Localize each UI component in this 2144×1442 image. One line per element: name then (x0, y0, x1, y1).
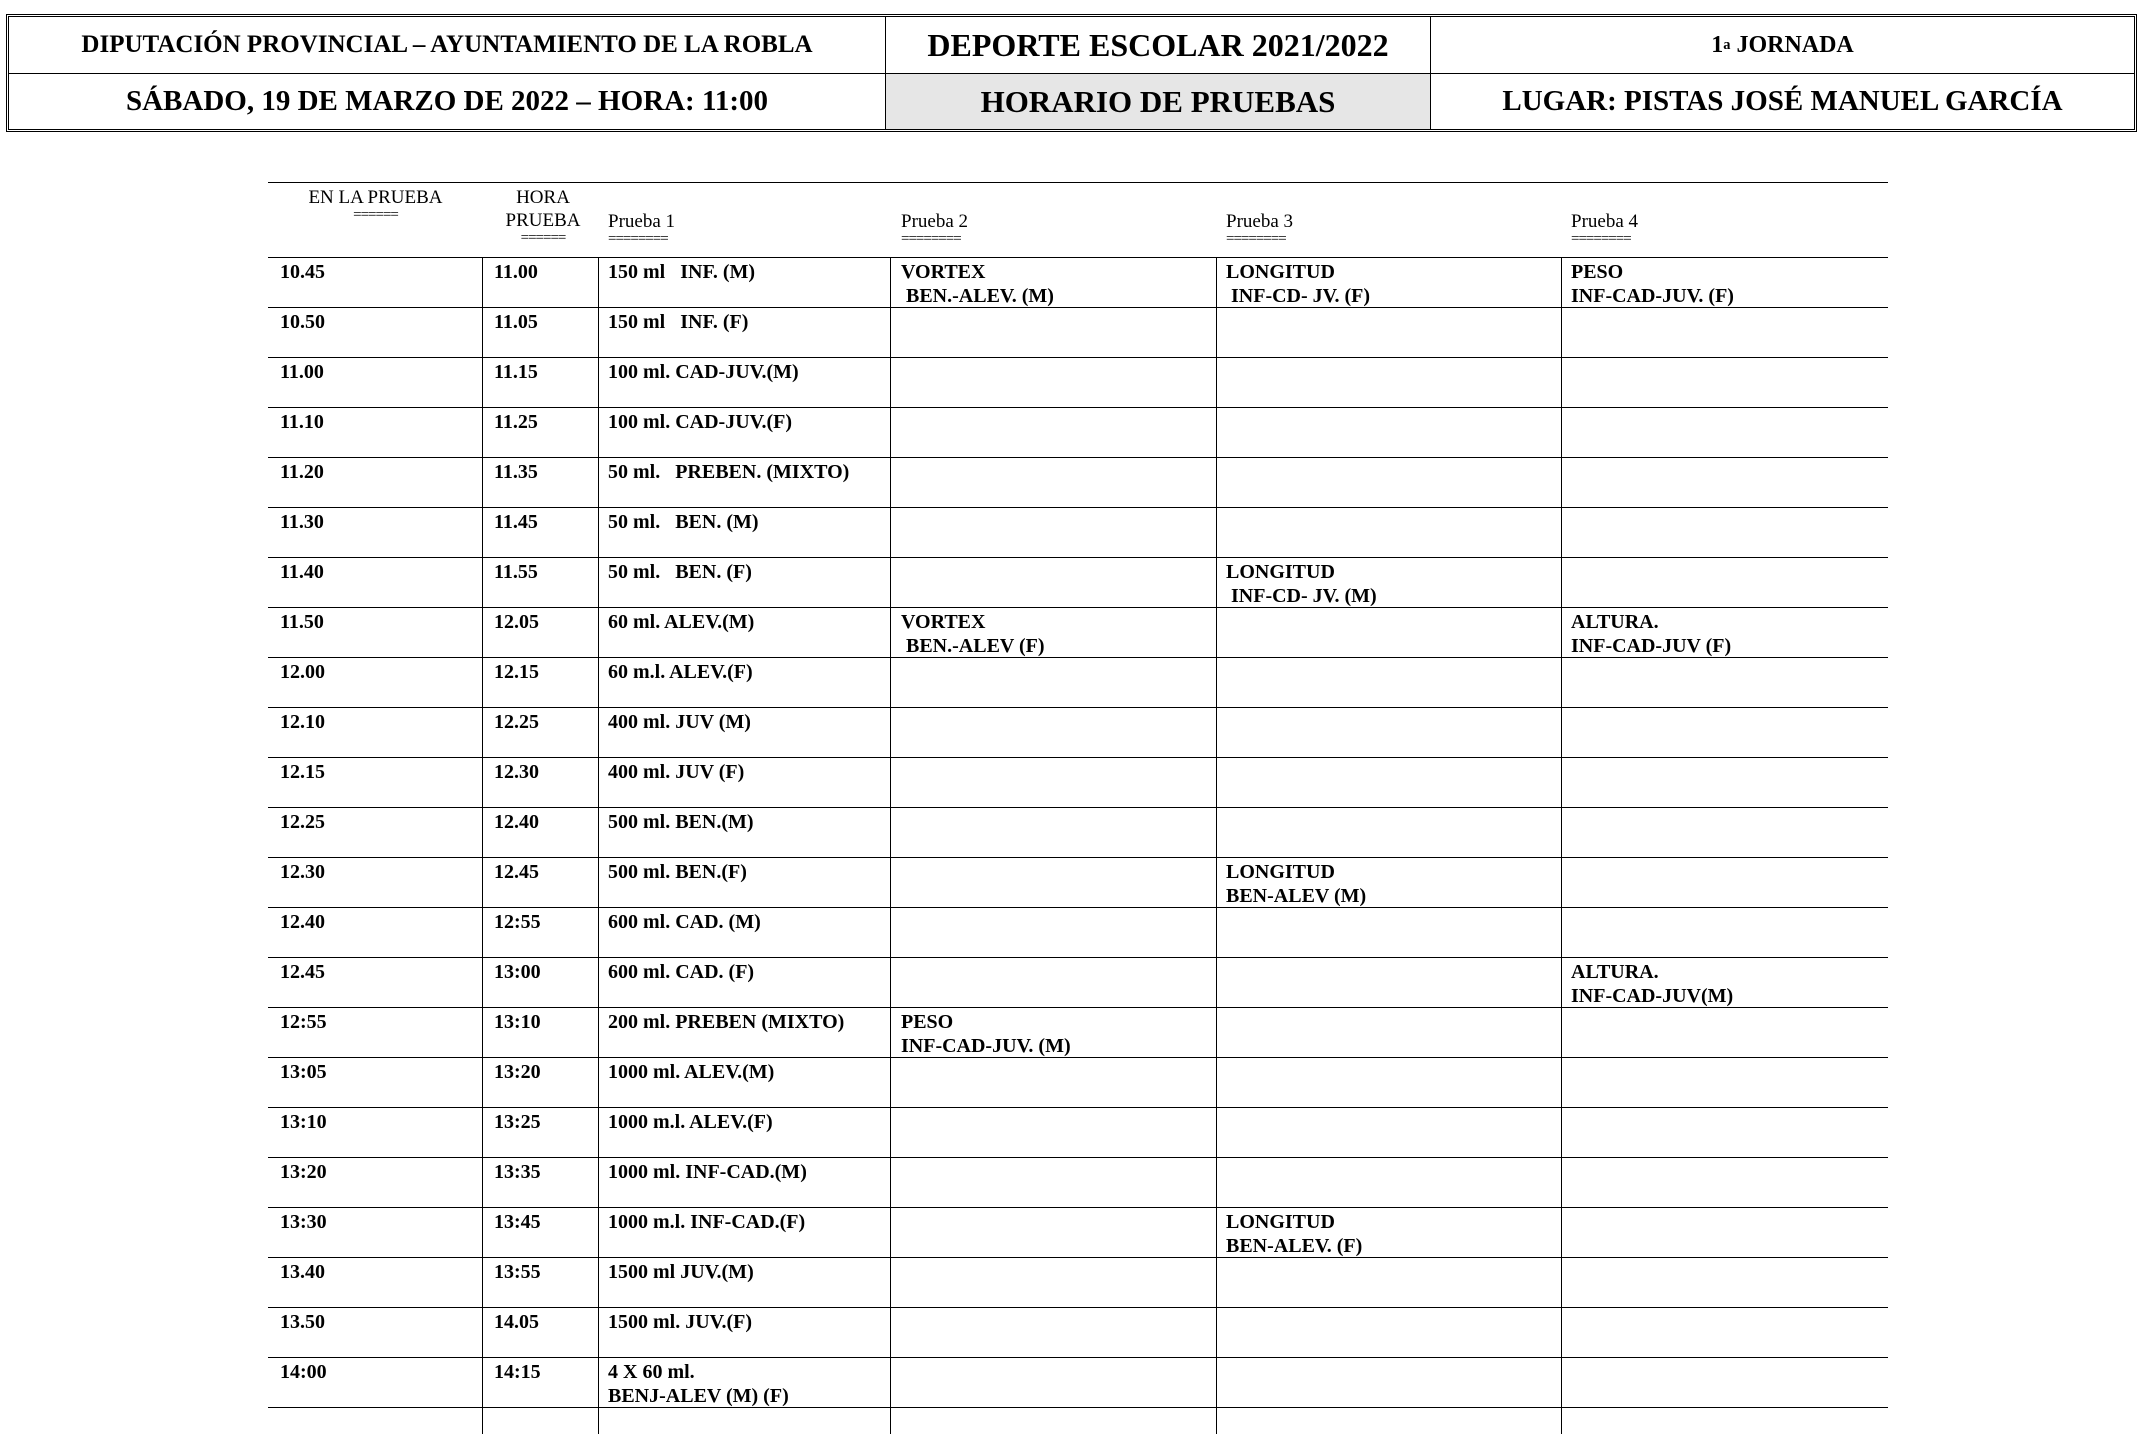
start-time-cell: 11.15 (494, 361, 538, 383)
prueba-1-cell: 400 ml. JUV (M) (608, 711, 751, 733)
table-row (268, 1207, 1888, 1257)
call-time-cell: 14:00 (280, 1361, 327, 1383)
column-header-time (498, 186, 588, 242)
round-label: 1 a JORNADA (1711, 31, 1854, 58)
prueba-1-cell: 1000 m.l. INF-CAD.(F) (608, 1211, 806, 1233)
column-header-time-line2: PRUEBA (505, 210, 581, 231)
table-body (268, 257, 1888, 1408)
document-title: HORARIO DE PRUEBAS (886, 74, 1431, 129)
prueba-1-cell: 150 ml INF. (F) (608, 311, 749, 333)
table-row (268, 1357, 1888, 1408)
round-number: 1 (1711, 31, 1724, 58)
prueba-1-cell: 1500 ml JUV.(M) (608, 1261, 754, 1283)
call-time-cell: 11.40 (280, 561, 324, 583)
column-header-call-underline: ====== (353, 211, 398, 219)
call-time-cell: 12.10 (280, 711, 325, 733)
start-time-cell: 13:25 (494, 1111, 541, 1133)
prueba-1-cell: 60 ml. ALEV.(M) (608, 611, 755, 633)
column-header-prueba-1-underline: ======== (608, 235, 668, 243)
column-header-call-label: EN LA PRUEBA (308, 187, 443, 208)
start-time-cell: 11.05 (494, 311, 538, 333)
call-time-cell: 12:55 (280, 1011, 327, 1033)
call-time-cell: 13:10 (280, 1111, 327, 1133)
start-time-cell: 14.05 (494, 1311, 539, 1333)
prueba-1-cell: 500 ml. BEN.(M) (608, 811, 754, 833)
call-time-cell: 11.00 (280, 361, 324, 383)
start-time-cell: 13:20 (494, 1061, 541, 1083)
start-time-cell: 11.45 (494, 511, 538, 533)
table-row (268, 607, 1888, 657)
table-row (268, 857, 1888, 907)
prueba-1-cell: 200 ml. PREBEN (MIXTO) (608, 1011, 845, 1033)
table-row (268, 1307, 1888, 1357)
start-time-cell: 12.30 (494, 761, 539, 783)
column-header-prueba-2-underline: ======== (901, 235, 961, 243)
schedule-table (268, 182, 1888, 1434)
call-time-cell: 12.00 (280, 661, 325, 683)
date-time: SÁBADO, 19 DE MARZO DE 2022 – HORA: 11:00 (9, 74, 886, 129)
call-time-cell: 12.40 (280, 911, 325, 933)
table-row (268, 757, 1888, 807)
call-time-cell: 11.10 (280, 411, 324, 433)
column-header-prueba-1 (608, 210, 675, 243)
table-row (268, 307, 1888, 357)
prueba-1-cell: 600 ml. CAD. (F) (608, 961, 755, 983)
column-header-prueba-3-underline: ======== (1226, 235, 1286, 243)
venue: LUGAR: PISTAS JOSÉ MANUEL GARCÍA (1502, 85, 2063, 117)
prueba-1-cell: 4 X 60 ml. BENJ-ALEV (M) (F) (608, 1361, 789, 1407)
call-time-cell: 12.15 (280, 761, 325, 783)
table-row (268, 557, 1888, 607)
prueba-1-cell: 600 ml. CAD. (M) (608, 911, 761, 933)
call-time-cell: 11.30 (280, 511, 324, 533)
start-time-cell: 13:10 (494, 1011, 541, 1033)
column-header-time-line1: HORA (516, 187, 570, 208)
prueba-2-cell: VORTEX BEN.-ALEV (F) (901, 611, 1045, 657)
column-header-time-underline: ====== (520, 234, 566, 242)
start-time-cell: 12:55 (494, 911, 541, 933)
call-time-cell: 13.50 (280, 1311, 325, 1333)
table-row (268, 257, 1888, 307)
start-time-cell: 12.45 (494, 861, 539, 883)
prueba-3-cell: LONGITUD INF-CD- JV. (M) (1226, 561, 1377, 607)
start-time-cell: 12.05 (494, 611, 539, 633)
start-time-cell: 11.25 (494, 411, 538, 433)
start-time-cell: 13:55 (494, 1261, 541, 1283)
prueba-1-cell: 150 ml INF. (M) (608, 261, 756, 283)
table-row (268, 657, 1888, 707)
table-row (268, 957, 1888, 1007)
table-row (268, 1057, 1888, 1107)
prueba-1-cell: 100 ml. CAD-JUV.(M) (608, 361, 799, 383)
prueba-1-cell: 50 ml. PREBEN. (MIXTO) (608, 461, 850, 483)
prueba-4-cell: ALTURA. INF-CAD-JUV(M) (1571, 961, 1734, 1007)
start-time-cell: 12.15 (494, 661, 539, 683)
start-time-cell: 13:00 (494, 961, 541, 983)
prueba-4-cell: PESO INF-CAD-JUV. (F) (1571, 261, 1734, 307)
table-row (268, 457, 1888, 507)
round-word: JORNADA (1736, 31, 1854, 58)
prueba-1-cell: 500 ml. BEN.(F) (608, 861, 747, 883)
prueba-2-cell: VORTEX BEN.-ALEV. (M) (901, 261, 1054, 307)
prueba-1-cell: 50 ml. BEN. (M) (608, 511, 759, 533)
table-row (268, 707, 1888, 757)
program-title: DEPORTE ESCOLAR 2021/2022 (886, 17, 1431, 73)
start-time-cell: 14:15 (494, 1361, 541, 1383)
prueba-1-cell: 100 ml. CAD-JUV.(F) (608, 411, 793, 433)
column-header-prueba-3-label: Prueba 3 (1226, 211, 1294, 232)
table-row (268, 907, 1888, 957)
prueba-4-cell: ALTURA. INF-CAD-JUV (F) (1571, 611, 1732, 657)
table-row (268, 357, 1888, 407)
prueba-1-cell: 1000 m.l. ALEV.(F) (608, 1111, 773, 1133)
table-row (268, 807, 1888, 857)
call-time-cell: 12.25 (280, 811, 325, 833)
start-time-cell: 12.40 (494, 811, 539, 833)
call-time-cell: 13:30 (280, 1211, 327, 1233)
call-time-cell: 13.40 (280, 1261, 325, 1283)
header-row-2 (9, 74, 2134, 129)
column-header-prueba-3 (1226, 210, 1293, 243)
prueba-2-cell: PESO INF-CAD-JUV. (M) (901, 1011, 1071, 1057)
column-header-prueba-1-label: Prueba 1 (608, 211, 676, 232)
start-time-cell: 11.00 (494, 261, 538, 283)
table-row (268, 407, 1888, 457)
column-header-prueba-4-underline: ======== (1571, 235, 1631, 243)
table-row (268, 1157, 1888, 1207)
call-time-cell: 11.50 (280, 611, 324, 633)
table-top-rule (268, 182, 1888, 183)
column-header-prueba-4-label: Prueba 4 (1571, 211, 1639, 232)
start-time-cell: 13:35 (494, 1161, 541, 1183)
call-time-cell: 13:20 (280, 1161, 327, 1183)
table-row (268, 507, 1888, 557)
table-row (268, 1107, 1888, 1157)
prueba-3-cell: LONGITUD BEN-ALEV (M) (1226, 861, 1367, 907)
prueba-1-cell: 60 m.l. ALEV.(F) (608, 661, 753, 683)
header-box (6, 14, 2137, 132)
column-header-prueba-2 (901, 210, 968, 243)
table-row (268, 1007, 1888, 1057)
prueba-1-cell: 50 ml. BEN. (F) (608, 561, 752, 583)
organization: DIPUTACIÓN PROVINCIAL – AYUNTAMIENTO DE LA ROBLA (9, 17, 886, 73)
prueba-1-cell: 400 ml. JUV (F) (608, 761, 745, 783)
start-time-cell: 11.35 (494, 461, 538, 483)
call-time-cell: 10.50 (280, 311, 325, 333)
prueba-1-cell: 1000 ml. ALEV.(M) (608, 1061, 775, 1083)
start-time-cell: 12.25 (494, 711, 539, 733)
call-time-cell: 12.30 (280, 861, 325, 883)
start-time-cell: 11.55 (494, 561, 538, 583)
header-row-1 (9, 17, 2134, 74)
prueba-1-cell: 1500 ml. JUV.(F) (608, 1311, 753, 1333)
start-time-cell: 13:45 (494, 1211, 541, 1233)
call-time-cell: 13:05 (280, 1061, 327, 1083)
column-header-call (268, 186, 483, 219)
column-header-prueba-2-label: Prueba 2 (901, 211, 969, 232)
prueba-1-cell: 1000 ml. INF-CAD.(M) (608, 1161, 807, 1183)
call-time-cell: 10.45 (280, 261, 325, 283)
column-header-prueba-4 (1571, 210, 1638, 243)
prueba-3-cell: LONGITUD BEN-ALEV. (F) (1226, 1211, 1363, 1257)
call-time-cell: 12.45 (280, 961, 325, 983)
table-row (268, 1257, 1888, 1307)
call-time-cell: 11.20 (280, 461, 324, 483)
prueba-3-cell: LONGITUD INF-CD- JV. (F) (1226, 261, 1371, 307)
